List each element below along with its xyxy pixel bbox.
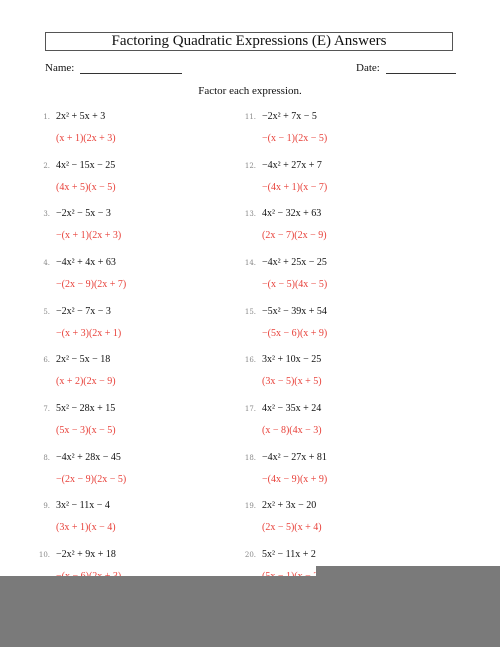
problem-expression: −4x² + 25x − 25 — [262, 257, 327, 268]
problem-answer: −(4x + 1)(x − 7) — [262, 182, 328, 193]
problem-item — [36, 403, 236, 443]
problem-answer: (2x − 5)(x + 4) — [262, 522, 322, 533]
problem-item — [242, 500, 442, 540]
problem-answer: (x − 8)(4x − 3) — [262, 425, 322, 436]
problem-number: 20. — [244, 551, 256, 559]
problem-expression: 2x² + 3x − 20 — [262, 500, 317, 511]
problem-number: 8. — [43, 454, 50, 462]
problem-number: 6. — [43, 356, 50, 364]
problem-number: 17. — [244, 405, 256, 413]
problem-number: 7. — [43, 405, 50, 413]
problem-expression: 4x² − 35x + 24 — [262, 403, 322, 414]
problem-expression: −2x² − 5x − 3 — [56, 208, 111, 219]
problem-item — [242, 160, 442, 200]
problem-number: 4. — [43, 259, 50, 267]
problem-expression: −4x² + 4x + 63 — [56, 257, 116, 268]
problem-answer: (x + 2)(2x − 9) — [56, 376, 116, 387]
problem-number: 5. — [43, 308, 50, 316]
problem-answer: −(4x − 9)(x + 9) — [262, 474, 328, 485]
problem-item — [242, 208, 442, 248]
problem-answer: −(x − 5)(4x − 5) — [262, 279, 328, 290]
problem-number: 18. — [244, 454, 256, 462]
name-label: Name: — [45, 62, 75, 74]
problem-answer: (4x + 5)(x − 5) — [56, 182, 116, 193]
problem-number: 15. — [244, 308, 256, 316]
problem-expression: −4x² − 27x + 81 — [262, 452, 327, 463]
problem-expression: −4x² + 27x + 7 — [262, 160, 322, 171]
problem-answer: (x + 1)(2x + 3) — [56, 133, 116, 144]
problem-expression: −2x² + 7x − 5 — [262, 111, 317, 122]
problem-number: 1. — [43, 113, 50, 121]
problem-number: 14. — [244, 259, 256, 267]
problem-expression: 4x² − 15x − 25 — [56, 160, 116, 171]
problem-item — [36, 111, 236, 151]
instructions: Factor each expression. — [198, 85, 302, 97]
problem-answer: (3x − 5)(x + 5) — [262, 376, 322, 387]
name-field — [45, 62, 182, 74]
problem-expression: −4x² + 28x − 45 — [56, 452, 121, 463]
date-blank-line — [386, 62, 456, 74]
problem-item — [36, 208, 236, 248]
problem-number: 12. — [244, 162, 256, 170]
problem-expression: −5x² − 39x + 54 — [262, 306, 327, 317]
problem-expression: 3x² + 10x − 25 — [262, 354, 322, 365]
problem-answer: −(x + 3)(2x + 1) — [56, 328, 122, 339]
problem-answer: −(2x − 9)(2x − 5) — [56, 474, 127, 485]
problem-item — [36, 306, 236, 346]
problem-expression: 2x² + 5x + 3 — [56, 111, 106, 122]
problem-item — [242, 111, 442, 151]
problem-number: 11. — [244, 113, 256, 121]
problem-answer: −(x − 1)(2x − 5) — [262, 133, 328, 144]
problem-answer: (5x − 3)(x − 5) — [56, 425, 116, 436]
problem-expression: 5x² − 28x + 15 — [56, 403, 116, 414]
problem-answer: −(x + 1)(2x + 3) — [56, 230, 122, 241]
problem-number: 10. — [38, 551, 50, 559]
problem-answer: (2x − 7)(2x − 9) — [262, 230, 327, 241]
problem-number: 2. — [43, 162, 50, 170]
problem-answer: (3x + 1)(x − 4) — [56, 522, 116, 533]
problem-item — [36, 452, 236, 492]
problem-answer: −(5x − 6)(x + 9) — [262, 328, 328, 339]
date-field — [356, 62, 456, 74]
name-blank-line — [80, 62, 182, 74]
problem-number: 19. — [244, 502, 256, 510]
problem-item — [242, 403, 442, 443]
problem-item — [36, 160, 236, 200]
problem-number: 9. — [43, 502, 50, 510]
date-label: Date: — [356, 62, 380, 74]
problem-item — [242, 452, 442, 492]
problem-expression: −2x² − 7x − 3 — [56, 306, 111, 317]
problem-item — [242, 354, 442, 394]
problem-item — [36, 354, 236, 394]
problem-item — [242, 257, 442, 297]
problem-expression: 3x² − 11x − 4 — [56, 500, 110, 511]
problem-number: 16. — [244, 356, 256, 364]
problem-expression: −2x² + 9x + 18 — [56, 549, 116, 560]
problem-expression: 5x² − 11x + 2 — [262, 549, 316, 560]
worksheet-title: Factoring Quadratic Expressions (E) Answers — [45, 32, 453, 51]
problem-item — [242, 306, 442, 346]
problem-item — [36, 257, 236, 297]
problem-number: 3. — [43, 210, 50, 218]
problem-expression: 2x² − 5x − 18 — [56, 354, 111, 365]
problem-answer: −(2x − 9)(2x + 7) — [56, 279, 127, 290]
problem-number: 13. — [244, 210, 256, 218]
scan-shadow-band — [0, 576, 500, 647]
problem-item — [36, 500, 236, 540]
problem-expression: 4x² − 32x + 63 — [262, 208, 322, 219]
